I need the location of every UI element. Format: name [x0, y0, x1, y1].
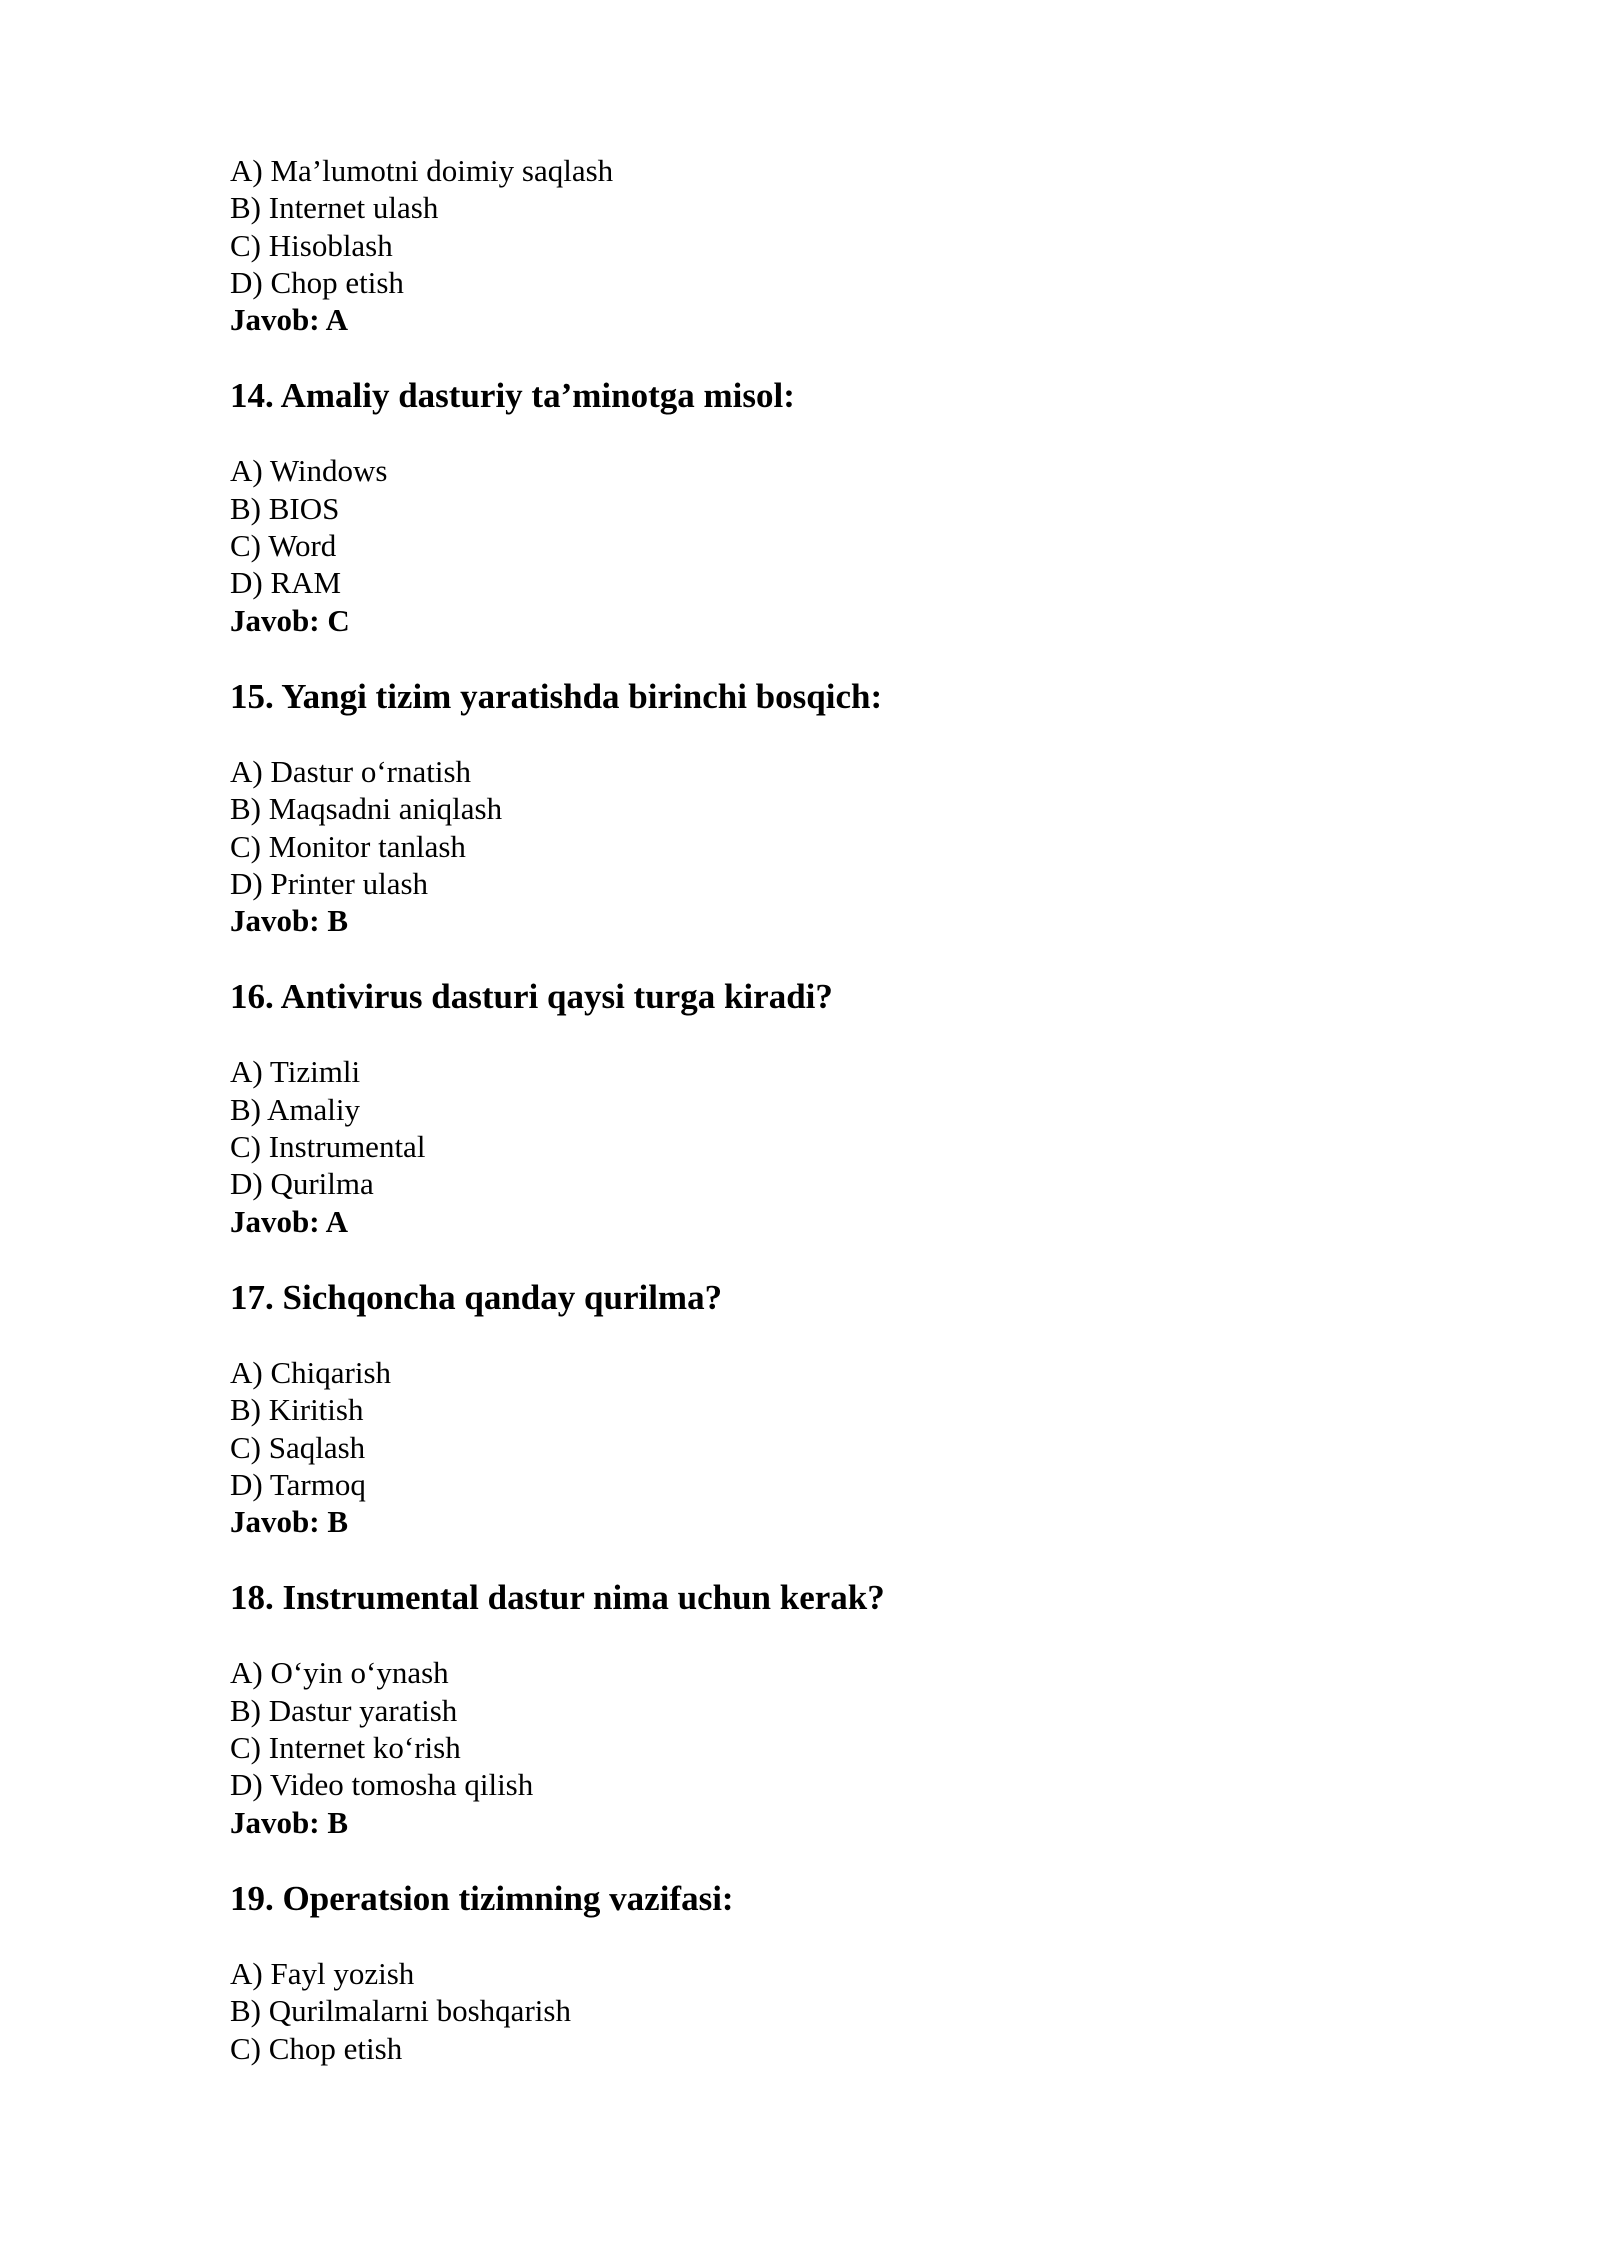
option-a: A) Fayl yozish — [230, 1955, 415, 1991]
question-19 — [230, 1879, 1410, 2067]
question-13-continuation — [230, 152, 1410, 338]
option-a: A) Tizimli — [230, 1054, 361, 1090]
option-c: C) Instrumental — [230, 1129, 426, 1165]
answer-line: Javob: C — [230, 602, 350, 638]
question-17 — [230, 1278, 1410, 1540]
option-a: A) Windows — [230, 453, 388, 489]
option-a: A) Dastur o‘rnatish — [230, 753, 472, 789]
option-b: B) Amaliy — [230, 1091, 361, 1127]
question-title: 14. Amaliy dasturiy ta’minotga misol: — [230, 376, 795, 416]
question-16 — [230, 977, 1410, 1239]
option-d: D) Chop etish — [230, 264, 404, 300]
document-content — [230, 152, 1410, 2067]
option-d: D) Printer ulash — [230, 865, 429, 901]
option-c: C) Saqlash — [230, 1429, 366, 1465]
option-b: B) Qurilmalarni boshqarish — [230, 1993, 571, 2029]
answer-line: Javob: A — [230, 302, 348, 338]
option-a: A) O‘yin o‘ynash — [230, 1655, 449, 1691]
question-title: 19. Operatsion tizimning vazifasi: — [230, 1878, 734, 1918]
option-c: C) Word — [230, 528, 337, 564]
answer-line: Javob: B — [230, 1504, 348, 1540]
option-c: C) Chop etish — [230, 2030, 403, 2066]
answer-line: Javob: B — [230, 1804, 348, 1840]
option-b: B) Dastur yaratish — [230, 1692, 458, 1728]
option-d: D) RAM — [230, 565, 342, 601]
option-b: B) Internet ulash — [230, 190, 439, 226]
option-a: A) Chiqarish — [230, 1354, 392, 1390]
question-title: 18. Instrumental dastur nima uchun kerak? — [230, 1578, 885, 1618]
option-d: D) Tarmoq — [230, 1466, 366, 1502]
question-14 — [230, 376, 1410, 638]
question-title: 16. Antivirus dasturi qaysi turga kiradi? — [230, 977, 833, 1017]
question-title: 15. Yangi tizim yaratishda birinchi bosqich: — [230, 676, 883, 716]
option-d: D) Video tomosha qilish — [230, 1767, 534, 1803]
answer-line: Javob: B — [230, 903, 348, 939]
option-c: C) Monitor tanlash — [230, 828, 466, 864]
option-a: A) Ma’lumotni doimiy saqlash — [230, 153, 614, 188]
question-18 — [230, 1578, 1410, 1840]
question-15 — [230, 677, 1410, 939]
answer-line: Javob: A — [230, 1203, 348, 1239]
option-b: B) BIOS — [230, 490, 340, 526]
option-d: D) Qurilma — [230, 1166, 374, 1202]
option-c: C) Internet ko‘rish — [230, 1730, 461, 1766]
option-b: B) Maqsadni aniqlash — [230, 791, 503, 827]
question-title: 17. Sichqoncha qanday qurilma? — [230, 1277, 723, 1317]
option-c: C) Hisoblash — [230, 227, 393, 263]
option-b: B) Kiritish — [230, 1392, 364, 1428]
